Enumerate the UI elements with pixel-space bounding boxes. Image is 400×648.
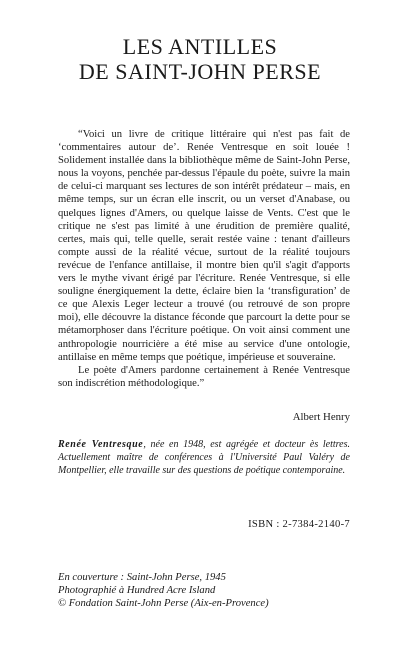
review-author: Albert Henry <box>292 411 350 423</box>
book-title-line-1: LES ANTILLES <box>122 34 278 59</box>
author-bio <box>58 438 350 477</box>
credit-line-2: Photographié à Hundred Acre Island <box>58 585 216 597</box>
credit-line-1: En couverture : Saint-John Perse, 1945 <box>58 572 226 583</box>
review-quote <box>58 128 350 390</box>
cover-credits <box>58 571 358 610</box>
author-bio-text: , née en 1948, est agrégée et docteur ès lettres. Actuellement maître de conférences à l'Université Paul Valéry de Montpellier, elle travaille sur des questions de poétique contemporaine. <box>58 439 350 476</box>
review-paragraph-1: “Voici un livre de critique littéraire qui n'est pas fait de ‘commentaires autour de’. Renée Ventresque en soit louée ! Solidement installée dans la bibliothèque même de Saint-John Perse, nous la voyons, penchée par-dessus l'épaule du poète, suivre la main de celui-ci marquant ses lectures de son intérêt prédateur – mais, en même temps, sur un écran elle inscrit, ou un verset d'Anabase, ou quelques lignes d'Amers, ou quelque laisse de Vents. C'est que le critique ne s'est pas limité à une érudition de première qualité, certes, mais qui, telle quelle, serait restée vaine : tenant d'ailleurs compte aussi de la réalité vécue, surtout de la réalité toujours revécue de l'enfance antillaise, il montre bien qu'il s'agit d'apports vers le mythe vivant érigé par l'écriture. Renée Ventresque, si elle souligne énergiquement la dette, éclaire bien la ‘transfiguration’ de ce que Alexis Leger lecteur a trouvé (ou retrouvé de son propre moi), elle découvre la distance féconde que parcourt la dette pour se métamorphoser dans l'écriture poétique. On voit ainsi comment une anthropologie nourricière a été mise au service d'une ontologie, antillaise en même temps que poétique, impérieuse et souveraine. <box>58 129 350 363</box>
book-title-line-2: DE SAINT-JOHN PERSE <box>78 59 322 84</box>
review-paragraph-2: Le poète d'Amers pardonne certainement à Renée Ventresque son indiscrétion méthodologique.” <box>58 364 350 389</box>
credit-line-3: © Fondation Saint-John Perse (Aix-en-Provence) <box>58 598 269 610</box>
book-title <box>0 34 400 84</box>
author-name: Renée Ventresque <box>58 439 144 450</box>
isbn: ISBN : 2-7384-2140-7 <box>248 519 350 530</box>
